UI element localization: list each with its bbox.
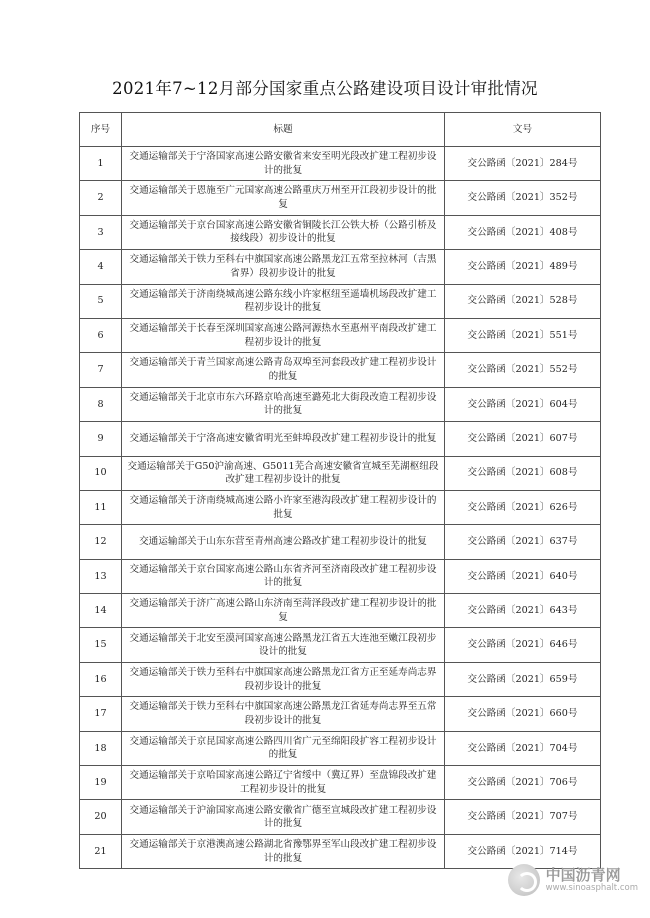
row-index: 5	[80, 284, 122, 318]
table-header-row	[80, 113, 601, 147]
table-row	[80, 731, 601, 765]
row-index: 7	[80, 353, 122, 387]
row-title: 交通运输部关于铁力至科右中旗国家高速公路黑龙江五常至拉林河（吉黑省界）段初步设计的批复	[122, 250, 445, 284]
table-row	[80, 147, 601, 181]
row-doc-no: 交公路函〔2021〕604号	[445, 387, 601, 421]
row-doc-no: 交公路函〔2021〕714号	[445, 834, 601, 868]
table-row	[80, 181, 601, 215]
row-title: 交通运输部关于山东东营至青州高速公路改扩建工程初步设计的批复	[122, 525, 445, 559]
table-row	[80, 559, 601, 593]
row-doc-no: 交公路函〔2021〕528号	[445, 284, 601, 318]
row-title: 交通运输部关于宁洛高速安徽省明光至蚌埠段改扩建工程初步设计的批复	[122, 422, 445, 456]
header-index: 序号	[80, 113, 122, 147]
table-row	[80, 628, 601, 662]
table-row	[80, 490, 601, 524]
row-index: 20	[80, 800, 122, 834]
row-index: 15	[80, 628, 122, 662]
table-row	[80, 800, 601, 834]
row-title: 交通运输部关于北安至漠河国家高速公路黑龙江省五大连池至嫩江段初步设计的批复	[122, 628, 445, 662]
row-doc-no: 交公路函〔2021〕659号	[445, 662, 601, 696]
approval-table	[79, 112, 601, 869]
row-index: 1	[80, 147, 122, 181]
row-index: 12	[80, 525, 122, 559]
row-index: 17	[80, 697, 122, 731]
table-row	[80, 422, 601, 456]
row-title: 交通运输部关于济南绕城高速公路小许家至港沟段改扩建工程初步设计的批复	[122, 490, 445, 524]
row-doc-no: 交公路函〔2021〕608号	[445, 456, 601, 490]
table-row	[80, 662, 601, 696]
row-doc-no: 交公路函〔2021〕706号	[445, 766, 601, 800]
table-row	[80, 318, 601, 352]
row-doc-no: 交公路函〔2021〕643号	[445, 594, 601, 628]
watermark-url: www.sinoasphalt.com	[545, 882, 638, 893]
row-title: 交通运输部关于宁洛国家高速公路安徽省来安至明光段改扩建工程初步设计的批复	[122, 147, 445, 181]
table-row	[80, 594, 601, 628]
row-title: 交通运输部关于青兰国家高速公路青岛双埠至河套段改扩建工程初步设计的批复	[122, 353, 445, 387]
table-row	[80, 766, 601, 800]
table-row	[80, 387, 601, 421]
watermark-name: 中国沥青网	[545, 866, 621, 885]
row-index: 9	[80, 422, 122, 456]
watermark	[508, 864, 638, 896]
row-index: 21	[80, 834, 122, 868]
row-title: 交通运输部关于长春至深圳国家高速公路河源热水至惠州平南段改扩建工程初步设计的批复	[122, 318, 445, 352]
row-title: 交通运输部关于G50沪渝高速、G5011芜合高速安徽省宣城至芜湖枢纽段改扩建工程初步设计的批复	[122, 456, 445, 490]
row-doc-no: 交公路函〔2021〕552号	[445, 353, 601, 387]
row-doc-no: 交公路函〔2021〕551号	[445, 318, 601, 352]
row-index: 19	[80, 766, 122, 800]
row-index: 4	[80, 250, 122, 284]
row-title: 交通运输部关于恩施至广元国家高速公路重庆万州至开江段初步设计的批复	[122, 181, 445, 215]
row-index: 8	[80, 387, 122, 421]
table-row	[80, 353, 601, 387]
swirl-logo-icon	[508, 864, 540, 896]
row-title: 交通运输部关于沪渝国家高速公路安徽省广德至宣城段改扩建工程初步设计的批复	[122, 800, 445, 834]
page-title: 2021年7~12月部分国家重点公路建设项目设计审批情况	[112, 79, 538, 99]
row-title: 交通运输部关于铁力至科右中旗国家高速公路黑龙江省延寿尚志界至五常段初步设计的批复	[122, 697, 445, 731]
row-index: 14	[80, 594, 122, 628]
row-title: 交通运输部关于京哈国家高速公路辽宁省绥中（冀辽界）至盘锦段改扩建工程初步设计的批复	[122, 766, 445, 800]
table-row	[80, 697, 601, 731]
row-doc-no: 交公路函〔2021〕704号	[445, 731, 601, 765]
row-doc-no: 交公路函〔2021〕707号	[445, 800, 601, 834]
row-title: 交通运输部关于铁力至科右中旗国家高速公路黑龙江省方正至延寿尚志界段初步设计的批复	[122, 662, 445, 696]
row-index: 11	[80, 490, 122, 524]
row-doc-no: 交公路函〔2021〕640号	[445, 559, 601, 593]
row-doc-no: 交公路函〔2021〕489号	[445, 250, 601, 284]
row-doc-no: 交公路函〔2021〕646号	[445, 628, 601, 662]
row-index: 10	[80, 456, 122, 490]
row-doc-no: 交公路函〔2021〕626号	[445, 490, 601, 524]
header-title: 标题	[122, 113, 445, 147]
row-index: 6	[80, 318, 122, 352]
row-index: 13	[80, 559, 122, 593]
row-doc-no: 交公路函〔2021〕660号	[445, 697, 601, 731]
row-title: 交通运输部关于济南绕城高速公路东线小许家枢纽至遥墙机场段改扩建工程初步设计的批复	[122, 284, 445, 318]
table-row	[80, 456, 601, 490]
table-row	[80, 284, 601, 318]
row-index: 2	[80, 181, 122, 215]
row-title: 交通运输部关于京昆国家高速公路四川省广元至绵阳段扩容工程初步设计的批复	[122, 731, 445, 765]
row-title: 交通运输部关于京港澳高速公路湖北省豫鄂界至军山段改扩建工程初步设计的批复	[122, 834, 445, 868]
table-row	[80, 525, 601, 559]
row-index: 16	[80, 662, 122, 696]
row-doc-no: 交公路函〔2021〕408号	[445, 215, 601, 249]
row-doc-no: 交公路函〔2021〕607号	[445, 422, 601, 456]
row-title: 交通运输部关于北京市东六环路京哈高速至潞苑北大街段改造工程初步设计的批复	[122, 387, 445, 421]
header-doc-no: 文号	[445, 113, 601, 147]
table-row	[80, 215, 601, 249]
row-index: 3	[80, 215, 122, 249]
row-title: 交通运输部关于济广高速公路山东济南至菏泽段改扩建工程初步设计的批复	[122, 594, 445, 628]
row-doc-no: 交公路函〔2021〕352号	[445, 181, 601, 215]
row-title: 交通运输部关于京台国家高速公路安徽省铜陵长江公铁大桥（公路引桥及接线段）初步设计的批复	[122, 215, 445, 249]
row-doc-no: 交公路函〔2021〕637号	[445, 525, 601, 559]
row-doc-no: 交公路函〔2021〕284号	[445, 147, 601, 181]
row-index: 18	[80, 731, 122, 765]
table-body	[80, 147, 601, 869]
row-title: 交通运输部关于京台国家高速公路山东省齐河至济南段改扩建工程初步设计的批复	[122, 559, 445, 593]
table-row	[80, 250, 601, 284]
